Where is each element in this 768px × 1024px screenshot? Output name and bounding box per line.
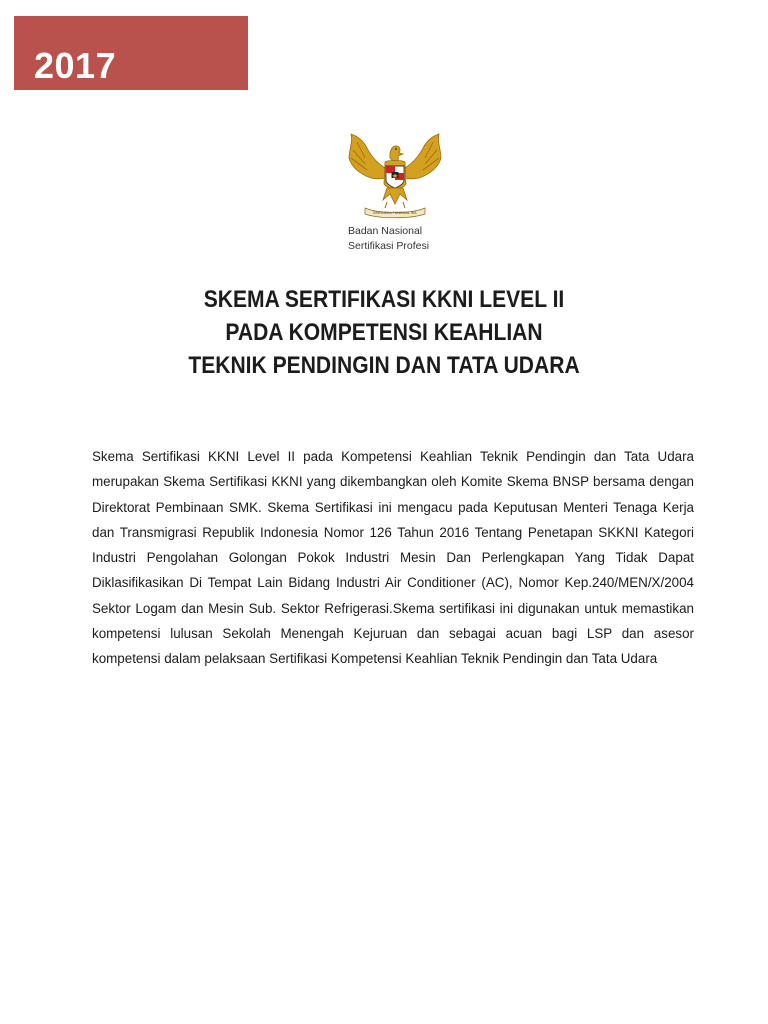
title-line-2: PADA KOMPETENSI KEAHLIAN xyxy=(225,319,543,346)
organization-line-1: Badan Nasional xyxy=(348,225,423,237)
description-paragraph: Skema Sertifikasi KKNI Level II pada Kompetensi Keahlian Teknik Pendingin dan Tata Udara merupakan Skema Sertifikasi KKNI yang dikembangkan oleh Komite Skema BNSP bersama dengan Direktorat Pembinaan SMK. Skema Sertifikasi ini mengacu pada Keputusan Menteri Tenaga Kerja dan Transmigrasi Republik Indonesia Nomor 126 Tahun 2016 Tentang Penetapan SKKNI Kategori Industri Pengolahan Golongan Pokok Industri Mesin Dan Perlengkapan Yang Tidak Dapat Diklasifikasikan Di Tempat Lain Bidang Industri Air Conditioner (AC), Nomor Kep.240/MEN/X/2004 Sektor Logam dan Mesin Sub. Sektor Refrigerasi.Skema sertifikasi ini digunakan untuk memastikan kompetensi lulusan Sekolah Menengah Kejuruan dan sebagai acuan bagi LSP dan asesor kompetensi dalam pelaksaan Sertifikasi Kompetensi Keahlian Teknik Pendingin dan Tata Udara xyxy=(92,449,694,667)
title-line-3: TEKNIK PENDINGIN DAN TATA UDARA xyxy=(188,352,580,379)
document-title xyxy=(54,283,714,382)
organization-line-2: Sertifikasi Profesi xyxy=(348,240,430,252)
title-line-1: SKEMA SERTIFIKASI KKNI LEVEL II xyxy=(203,286,565,313)
garuda-pancasila-emblem-icon xyxy=(343,128,447,220)
emblem-motto: BHINNEKA TUNGGAL IKA xyxy=(373,211,417,216)
organization-name xyxy=(348,224,429,254)
year-label: 2017 xyxy=(34,45,117,86)
year-banner xyxy=(14,16,248,90)
